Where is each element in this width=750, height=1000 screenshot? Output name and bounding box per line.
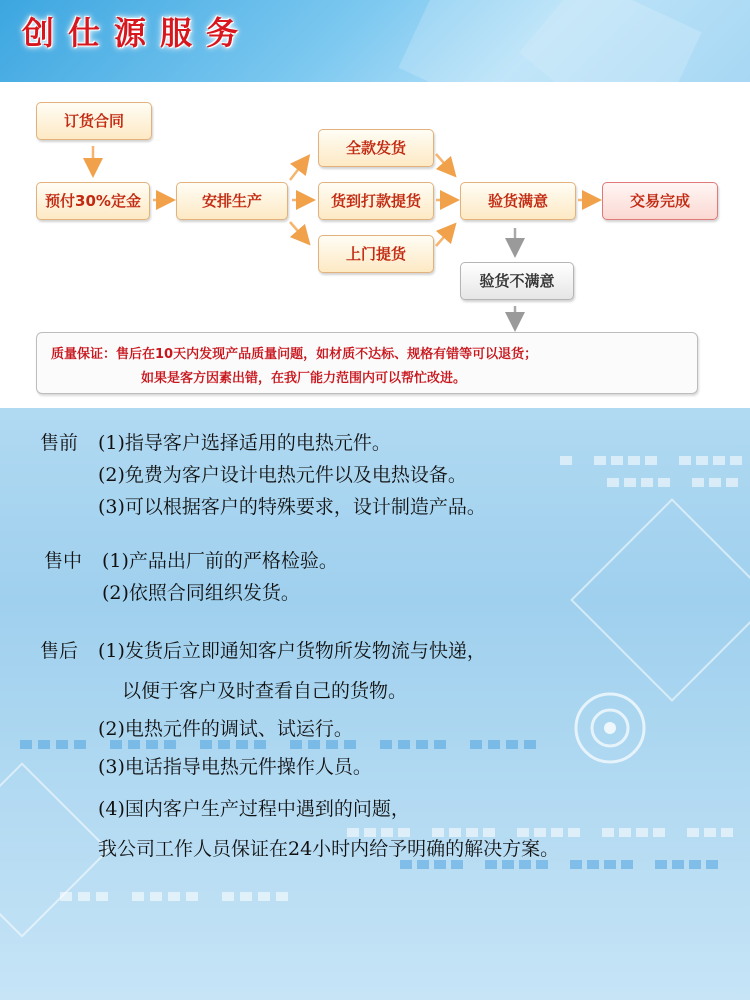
background-square [506, 740, 518, 749]
background-square [38, 740, 50, 749]
pre-sale-item: (2)免费为客户设计电热元件以及电热设备。 [98, 464, 467, 486]
background-square [679, 456, 691, 465]
arrow-down-right [436, 154, 450, 170]
background-square [658, 478, 670, 487]
background-square [416, 740, 428, 749]
background-square [524, 740, 536, 749]
background-square [692, 478, 704, 487]
background-square [536, 860, 548, 869]
after-sale-item: 以便于客户及时查看自己的货物。 [122, 680, 408, 702]
background-square [689, 860, 701, 869]
background-square [164, 740, 176, 749]
quality-line-1: 质量保证：售后在10天内发现产品质量问题，如材质不达标、规格有错等可以退货； [51, 347, 538, 362]
background-square [619, 828, 631, 837]
pre-sale-label: 售前 [40, 432, 79, 454]
background-square [434, 860, 446, 869]
background-square [417, 860, 429, 869]
background-square [398, 740, 410, 749]
background-square [290, 740, 302, 749]
background-square [488, 740, 500, 749]
background-square [451, 860, 463, 869]
background-square [74, 740, 86, 749]
background-square [276, 892, 288, 901]
background-square [146, 740, 158, 749]
background-square [730, 456, 742, 465]
flow-step-full-ship: 全款发货 [318, 129, 434, 167]
background-square [570, 860, 582, 869]
flow-step-inspect-ok: 验货满意 [460, 182, 576, 220]
flow-step-cod: 货到打款提货 [318, 182, 434, 220]
background-square [132, 892, 144, 901]
background-square [602, 828, 614, 837]
background-square [687, 828, 699, 837]
background-square [696, 456, 708, 465]
pre-sale-item: (1)指导客户选择适用的电热元件。 [98, 432, 391, 454]
background-square [502, 860, 514, 869]
background-square [60, 892, 72, 901]
background-square [636, 828, 648, 837]
background-square [308, 740, 320, 749]
after-sale-label: 售后 [40, 640, 79, 662]
background-circle [570, 688, 650, 768]
background-square [485, 860, 497, 869]
background-square [704, 828, 716, 837]
in-sale-item: (1)产品出厂前的严格检验。 [102, 550, 338, 572]
background-square [150, 892, 162, 901]
flow-step-prepay: 预付30%定金 [36, 182, 150, 220]
background-diamond [0, 762, 110, 937]
background-square [380, 740, 392, 749]
background-square [519, 860, 531, 869]
background-square [624, 478, 636, 487]
background-square [709, 478, 721, 487]
background-square [721, 828, 733, 837]
background-square [218, 740, 230, 749]
background-square [128, 740, 140, 749]
background-square [621, 860, 633, 869]
background-square [56, 740, 68, 749]
background-square [604, 860, 616, 869]
background-square [713, 456, 725, 465]
service-section [0, 408, 750, 1000]
background-square [653, 828, 665, 837]
background-square [641, 478, 653, 487]
background-square [594, 456, 606, 465]
background-square [587, 860, 599, 869]
background-square [672, 860, 684, 869]
background-square [258, 892, 270, 901]
arrow-up-right [436, 230, 450, 246]
arrow-down-right [290, 222, 304, 238]
after-sale-item: (4)国内客户生产过程中遇到的问题， [98, 798, 410, 820]
after-sale-item: (1)发货后立即通知客户货物所发物流与快递， [98, 640, 486, 662]
background-square [254, 740, 266, 749]
background-square [434, 740, 446, 749]
after-sale-item: (3)电话指导电热元件操作人员。 [98, 756, 372, 778]
quality-line-2: 如果是客方因素出错，在我厂能力范围内可以帮忙改进。 [141, 371, 467, 386]
flow-step-pickup: 上门提货 [318, 235, 434, 273]
flow-step-produce: 安排生产 [176, 182, 288, 220]
header-banner [0, 0, 750, 82]
background-square [470, 740, 482, 749]
background-square [628, 456, 640, 465]
in-sale-label: 售中 [44, 550, 83, 572]
background-square [645, 456, 657, 465]
arrow-up-right [290, 162, 304, 180]
page-title: 创仕源服务 [22, 14, 253, 52]
quality-guarantee-box [36, 332, 698, 394]
after-sale-item: (2)电热元件的调试、试运行。 [98, 718, 353, 740]
flow-step-inspect-bad: 验货不满意 [460, 262, 574, 300]
background-square [607, 478, 619, 487]
background-square [186, 892, 198, 901]
background-square [726, 478, 738, 487]
process-flow-panel [0, 82, 750, 408]
after-sale-item: 我公司工作人员保证在24小时内给予明确的解决方案。 [98, 838, 560, 860]
pre-sale-item: (3)可以根据客户的特殊要求，设计制造产品。 [98, 496, 486, 518]
background-square [20, 740, 32, 749]
background-square [96, 892, 108, 901]
background-square [655, 860, 667, 869]
flow-step-order: 订货合同 [36, 102, 152, 140]
background-square [168, 892, 180, 901]
background-square [611, 456, 623, 465]
background-square [706, 860, 718, 869]
background-square [200, 740, 212, 749]
background-square [222, 892, 234, 901]
background-square [236, 740, 248, 749]
background-square [240, 892, 252, 901]
background-square [568, 828, 580, 837]
background-diamond [570, 498, 750, 702]
background-square [78, 892, 90, 901]
background-square [344, 740, 356, 749]
background-square [400, 860, 412, 869]
background-square [560, 456, 572, 465]
flow-step-done: 交易完成 [602, 182, 718, 220]
background-square [110, 740, 122, 749]
background-square [326, 740, 338, 749]
in-sale-item: (2)依照合同组织发货。 [102, 582, 300, 604]
